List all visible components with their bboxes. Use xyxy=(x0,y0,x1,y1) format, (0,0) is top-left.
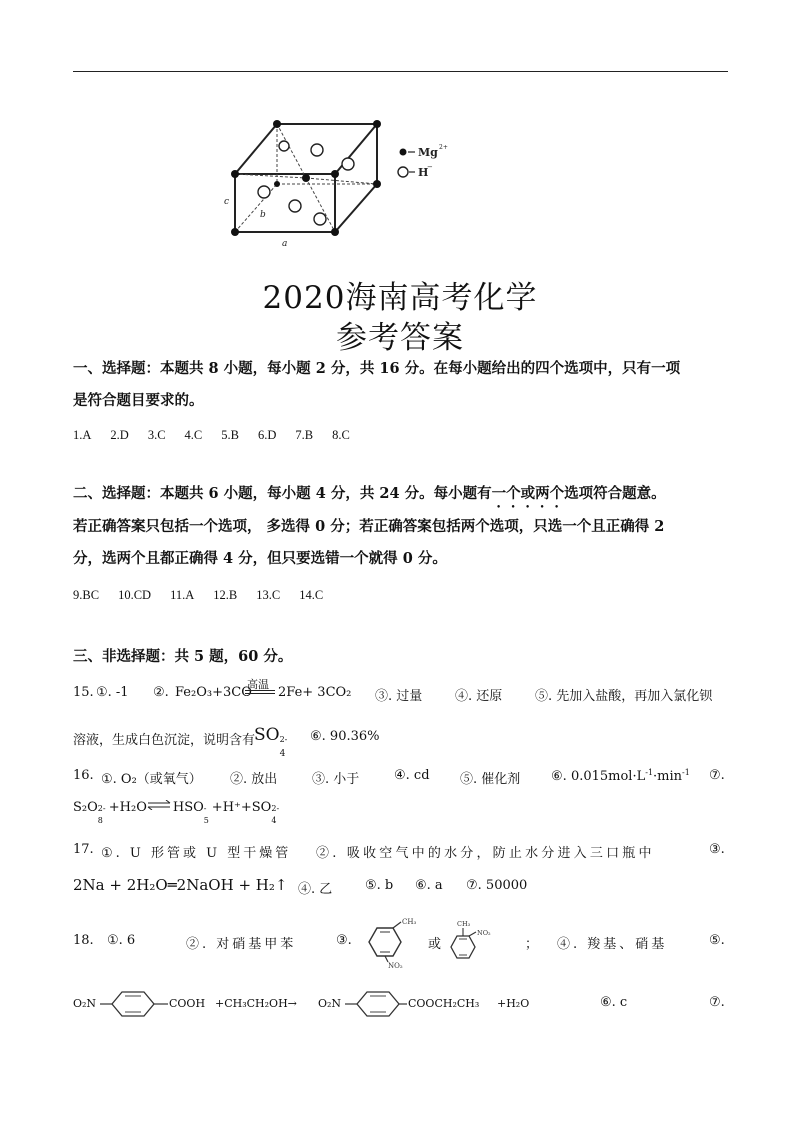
q15-line1: 15. ①. -1 ②. Fe₂O₃+3CO 高温 2Fe+ 3CO₂ ③. 过量 ④. 还原 ⑤. 先加入盐酸，再加入氯化钡 xyxy=(73,678,713,704)
label-a: a xyxy=(282,239,288,249)
answer-6: 6.D xyxy=(257,428,277,442)
emphasis-text: 一个或两个 xyxy=(491,485,565,502)
q18-line1: 18. ①. 6 ②. 对硝基甲苯 ③. 或 ； ④. 羧基、硝基 ⑤. xyxy=(73,933,725,952)
section1-heading-line2: 是符合题目要求的。 xyxy=(73,392,204,409)
answer-14: 14.C xyxy=(299,588,324,602)
answer-8: 8.C xyxy=(332,428,350,442)
equals-sign xyxy=(245,690,275,694)
m-nitrotoluene-structure xyxy=(355,914,435,970)
answer-4: 4.C xyxy=(184,428,203,442)
q17-line2: 2Na + 2H₂O═2NaOH + H₂↑ ④. 乙 ⑤. b ⑥. a ⑦. 50000 xyxy=(73,876,528,897)
page-title: 2020海南高考化学 xyxy=(262,280,538,316)
answer-10: 10.CD xyxy=(118,588,152,602)
q15-line2: 溶液，生成白色沉淀，说明含有 SO 2- 4 ⑥. 90.36% xyxy=(73,725,380,759)
answer-2: 2.D xyxy=(110,428,129,442)
label-c: c xyxy=(224,197,230,207)
svg-text:2+: 2+ xyxy=(439,144,448,151)
q17-equation: 2Na + 2H₂O═2NaOH + H₂↑ xyxy=(73,876,288,894)
answer-13: 13.C xyxy=(256,588,281,602)
reaction-condition: 高温 xyxy=(247,678,269,691)
legend-h: H xyxy=(418,166,429,179)
q16-equation: S₂O 2- 8 +H₂O HSO - 5 +H⁺+SO 2- 4 xyxy=(73,800,280,825)
section1-answers xyxy=(73,426,733,444)
q18-esterification: O₂N COOH +CH₃CH₂OH→ O₂N COOCH₂CH₃ +H₂O ⑥. c ⑦. xyxy=(73,995,733,1021)
answer-3: 3.C xyxy=(147,428,166,442)
label-b: b xyxy=(260,210,266,220)
o-nitrotoluene-structure xyxy=(443,918,513,962)
section2-answers xyxy=(73,586,733,604)
svg-text:−: − xyxy=(427,163,433,171)
svg-text:NO₂: NO₂ xyxy=(477,929,491,937)
answer-5: 5.B xyxy=(221,428,239,442)
section2-heading-line1: 二、选择题：本题共 6 小题，每小题 4 分，共 24 分。每小题有一个或两个选项符合题意。 xyxy=(73,485,666,502)
svg-text:CH₃: CH₃ xyxy=(402,918,417,926)
crystal-structure-diagram xyxy=(220,112,470,252)
page-subtitle: 参考答案 xyxy=(336,320,464,356)
q16-line1: 16. ①. O₂（或氧气） ②. 放出 ③. 小于 ④. cd ⑤. 催化剂 ⑥. $0.015mol\cdot L^{-1}\cdot\min^{-1}$ ⑦. xyxy=(73,768,725,787)
header-rule xyxy=(73,71,728,72)
q17-line1: 17. ①. U 形管或 U 型干燥管 ②. 吸收空气中的水分，防止水分进入三口瓶中 ③. xyxy=(73,842,725,861)
section2-heading-line3: 分，选两个且都正确得 4 分，但只要选错一个就得 0 分。 xyxy=(73,550,447,567)
answer-11: 11.A xyxy=(170,588,195,602)
answer-12: 12.B xyxy=(213,588,238,602)
equilibrium-arrow xyxy=(147,799,173,814)
section1-heading-line1: 一、选择题：本题共 8 小题，每小题 2 分，共 16 分。在每小题给出的四个选项中，只有一项 xyxy=(73,360,681,377)
answer-1: 1.A xyxy=(73,428,92,442)
section2-heading-line2: 若正确答案只包括一个选项， 多选得 0 分；若正确答案包括两个选项，只选一个且正确得 2 xyxy=(73,518,665,535)
svg-text:CH₃: CH₃ xyxy=(457,920,471,928)
answer-7: 7.B xyxy=(295,428,314,442)
section3-heading: 三、非选择题：共 5 题，60 分。 xyxy=(73,648,293,665)
svg-text:NO₂: NO₂ xyxy=(388,962,403,970)
legend-mg: Mg xyxy=(418,146,438,159)
answer-9: 9.BC xyxy=(73,588,100,602)
